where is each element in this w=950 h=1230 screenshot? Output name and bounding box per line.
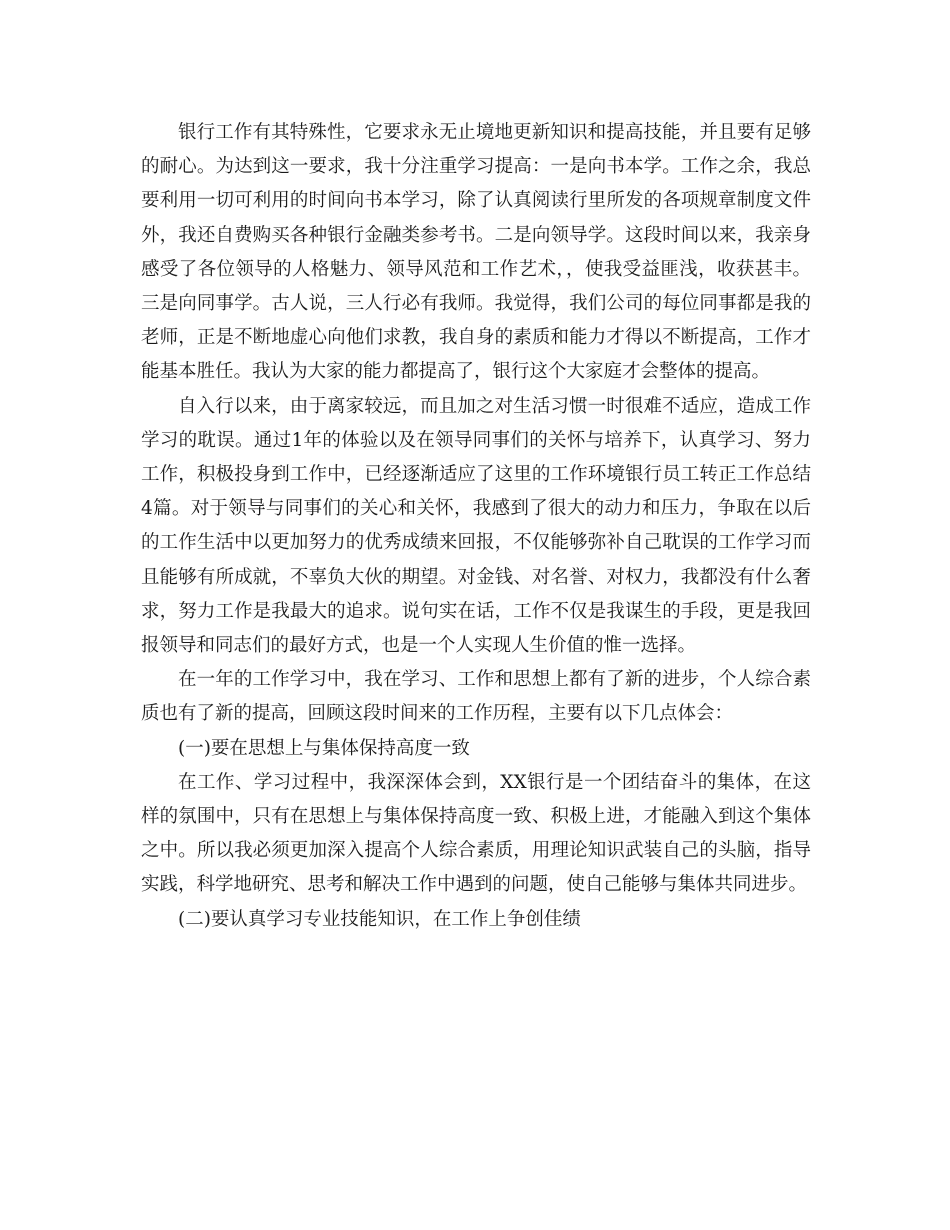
paragraph-collective: 在工作、学习过程中，我深深体会到，XX银行是一个团结奋斗的集体，在这样的氛围中，只有在思想上与集体保持高度一致、积极上进，才能融入到这个集体之中。所以我必须更加深入提高个人综合素质，用理论知识武装自己的头脑，指导实践，科学地研究、思考和解决工作中遇到的问题，使自己能够与集体共同进步。	[141, 771, 811, 896]
paragraph-adaptation: 自入行以来，由于离家较远，而且加之对生活习惯一时很难不适应，造成工作学习的耽误。通过1年的体验以及在领导同事们的关怀与培养下，认真学习、努力工作，积极投身到工作中，已经逐渐适应了这里的工作环境银行员工转正工作总结4篇。对于领导与同事们的关心和关怀，我感到了很大的动力和压力，争取在以后的工作生活中以更加努力的优秀成绩来回报，不仅能够弥补自己耽误的工作学习而且能够有所成就，不辜负大伙的期望。对金钱、对名誉、对权力，我都没有什么奢求，努力工作是我最大的追求。说句实在话，工作不仅是我谋生的手段，更是我回报领导和同志们的最好方式，也是一个人实现人生价值的惟一选择。	[141, 395, 811, 657]
section-heading-1: (一)要在思想上与集体保持高度一致	[178, 737, 470, 759]
paragraph-reflection-intro: 在一年的工作学习中，我在学习、工作和思想上都有了新的进步，个人综合素质也有了新的提高，回顾这段时间来的工作历程，主要有以下几点体会：	[141, 669, 811, 725]
section-heading-2: (二)要认真学习专业技能知识，在工作上争创佳绩	[178, 908, 581, 930]
document-body	[141, 116, 811, 937]
paragraph-learning: 银行工作有其特殊性，它要求永无止境地更新知识和提高技能，并且要有足够的耐心。为达到这一要求，我十分注重学习提高：一是向书本学。工作之余，我总要利用一切可利用的时间向书本学习，除了认真阅读行里所发的各项规章制度文件外，我还自费购买各种银行金融类参考书。二是向领导学。这段时间以来，我亲身感受了各位领导的人格魅力、领导风范和工作艺术，，使我受益匪浅，收获甚丰。三是向同事学。古人说，三人行必有我师。我觉得，我们公司的每位同事都是我的老师，正是不断地虚心向他们求教，我自身的素质和能力才得以不断提高，工作才能基本胜任。我认为大家的能力都提高了，银行这个大家庭才会整体的提高。	[141, 122, 811, 383]
